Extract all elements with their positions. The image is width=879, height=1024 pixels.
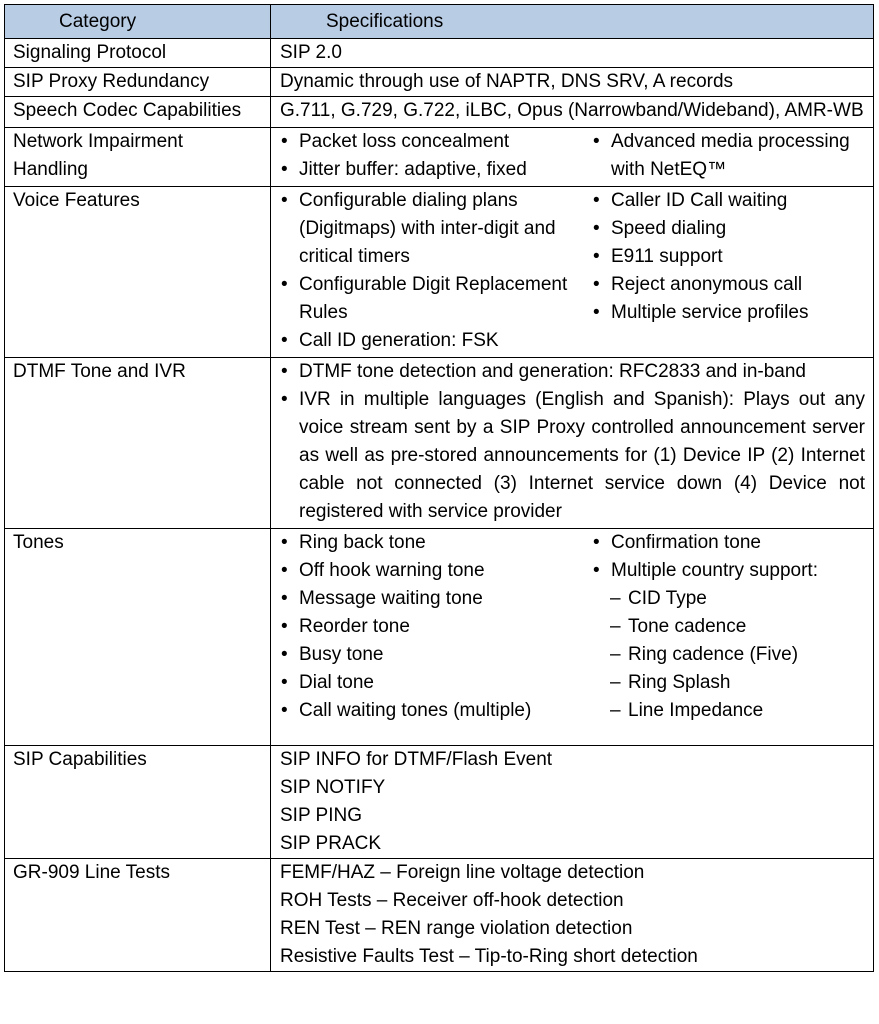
list-item: SIP PING [280, 805, 363, 826]
category-cell: SIP Capabilities [5, 746, 271, 859]
category-cell: Speech Codec Capabilities [5, 97, 271, 128]
list-item: FEMF/HAZ – Foreign line voltage detection [280, 862, 645, 883]
list-item: • Busy tone [280, 641, 592, 669]
sub-list-item: – Line Impedance [592, 697, 865, 725]
list-item: SIP NOTIFY [280, 777, 386, 798]
list-item: SIP PRACK [280, 833, 382, 854]
category-cell: GR-909 Line Tests [5, 859, 271, 972]
spec-cell: Dynamic through use of NAPTR, DNS SRV, A records [271, 68, 874, 97]
spec-cell: SIP 2.0 [271, 39, 874, 68]
spec-cell [271, 529, 874, 746]
list-item: • Packet loss concealment [280, 128, 592, 156]
list-item: Resistive Faults Test – Tip-to-Ring short detection [280, 946, 698, 967]
list-item: • Off hook warning tone [280, 557, 592, 585]
spec-cell [271, 128, 874, 187]
list-item: • Reorder tone [280, 613, 592, 641]
list-item: • Message waiting tone [280, 585, 592, 613]
sub-list-item: – CID Type [592, 585, 865, 613]
list-item: REN Test – REN range violation detection [280, 918, 633, 939]
list-item: ROH Tests – Receiver off-hook detection [280, 890, 624, 911]
list-item: • Multiple country support: [592, 557, 865, 585]
list-item: • Speed dialing [592, 215, 865, 243]
table-row [5, 358, 874, 529]
list-item: • Call waiting tones (multiple) [280, 697, 592, 725]
category-cell: Voice Features [5, 187, 271, 358]
sub-list-item: – Ring Splash [592, 669, 865, 697]
table-row [5, 97, 874, 128]
sub-list-item: – Ring cadence (Five) [592, 641, 865, 669]
list-item: • Configurable dialing plans (Digitmaps) with inter-digit and critical timers [280, 187, 592, 271]
category-cell: Network Impairment Handling [5, 128, 271, 187]
header-specifications: Specifications [271, 5, 874, 39]
category-cell: DTMF Tone and IVR [5, 358, 271, 529]
spec-cell: G.711, G.729, G.722, iLBC, Opus (Narrowband/Wideband), AMR-WB [271, 97, 874, 128]
list-item: • Advanced media processing with NetEQ™ [592, 128, 865, 184]
list-item: • Ring back tone [280, 529, 592, 557]
category-cell: Signaling Protocol [5, 39, 271, 68]
spec-cell [271, 859, 874, 972]
list-item: • Confirmation tone [592, 529, 865, 557]
list-item: • IVR in multiple languages (English and Spanish): Plays out any voice stream sent by a SIP Proxy controlled announcement server as well as pre-stored announcements for (1) Device IP (2) Internet cable not connected (3) Internet service down (4) Device not registered with service provider [280, 386, 865, 526]
list-item: • Caller ID Call waiting [592, 187, 865, 215]
spec-cell [271, 187, 874, 358]
header-category: Category [5, 5, 271, 39]
list-item: • Jitter buffer: adaptive, fixed [280, 156, 592, 184]
category-cell: Tones [5, 529, 271, 746]
list-item: • Dial tone [280, 669, 592, 697]
specifications-table [4, 4, 874, 972]
category-cell: SIP Proxy Redundancy [5, 68, 271, 97]
table-row [5, 187, 874, 358]
list-item: • Multiple service profiles [592, 299, 865, 327]
table-row [5, 746, 874, 859]
list-item: • Reject anonymous call [592, 271, 865, 299]
table-header-row [5, 5, 874, 39]
list-item: • Configurable Digit Replacement Rules [280, 271, 592, 327]
sub-list-item: – Tone cadence [592, 613, 865, 641]
table-row [5, 39, 874, 68]
list-item: • DTMF tone detection and generation: RFC2833 and in-band [280, 358, 865, 386]
spec-cell [271, 358, 874, 529]
list-item: • E911 support [592, 243, 865, 271]
spec-cell [271, 746, 874, 859]
table-row [5, 68, 874, 97]
table-row [5, 529, 874, 746]
table-row [5, 859, 874, 972]
list-item: SIP INFO for DTMF/Flash Event [280, 749, 553, 770]
list-item: • Call ID generation: FSK [280, 327, 592, 355]
table-row [5, 128, 874, 187]
